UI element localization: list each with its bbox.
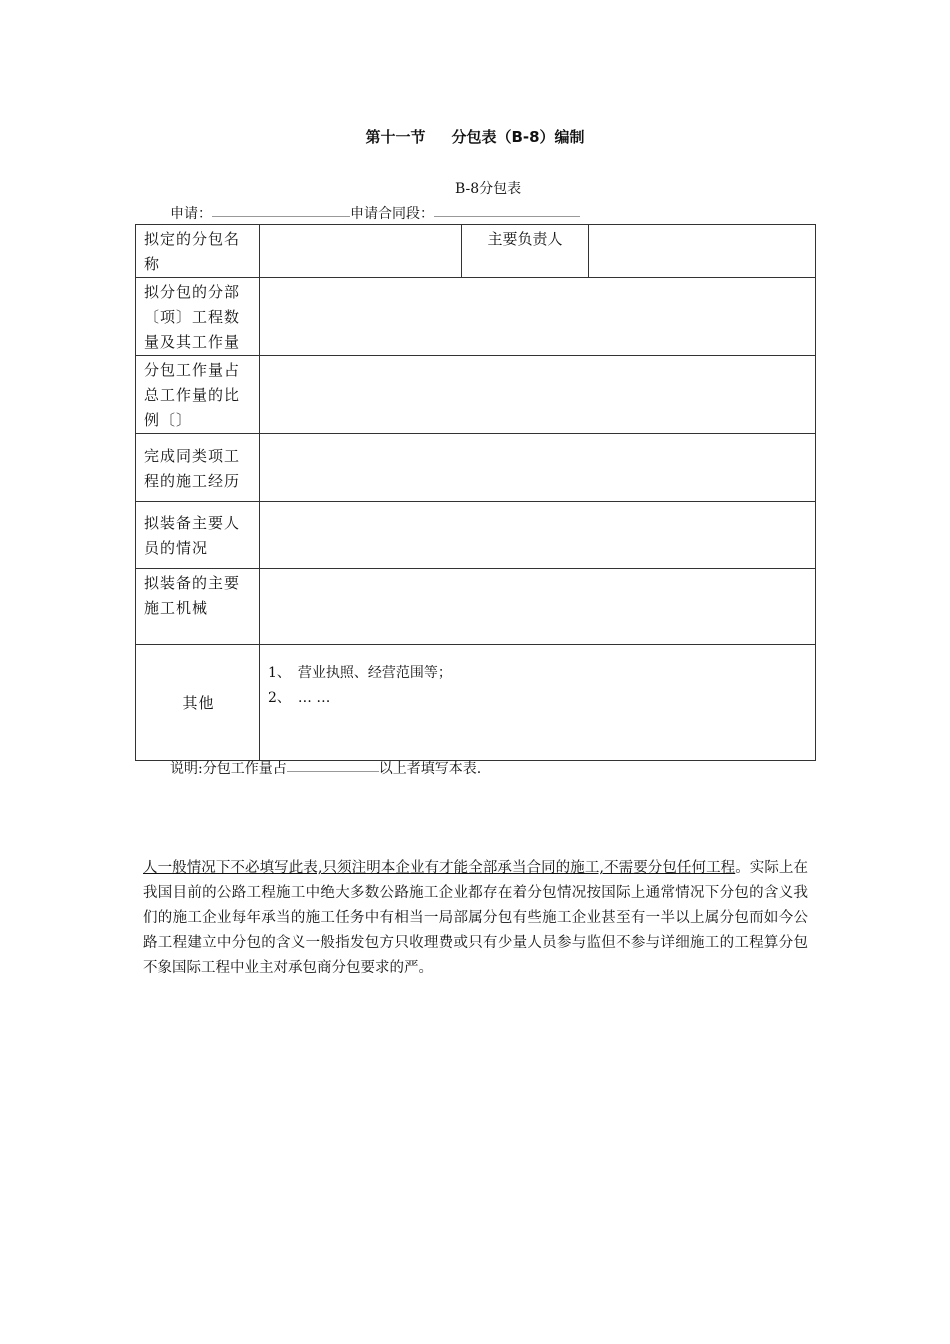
table-row [136, 356, 816, 434]
contract-section-label: 申请合同段： [350, 206, 434, 222]
proposed-name-cell[interactable] [260, 225, 462, 278]
note-prefix: 说明:分包工作量占 [170, 761, 287, 777]
table-row [136, 645, 816, 761]
quantity-label: 拟分包的分部〔项〕工程数量及其工作量 [136, 278, 260, 356]
body-paragraph [143, 856, 808, 981]
paragraph-rest: 。实际上在我国目前的公路工程施工中绝大多数公路施工企业都存在着分包情况按国际上通常情况下分包的含义我们的施工企业每年承当的施工任务中有相当一局部属分包有些施工企业甚至有一半以上属分包而如今公路工程建立中分包的含义一般指发包方只收理费或只有少量人员参与监但不参与详细施工的工程算分包不象国际工程中业主对承包商分包要求的严。 [143, 860, 809, 976]
section-title [0, 126, 950, 147]
section-name: 分包表（B-8）编制 [451, 128, 585, 146]
form-title: B-8分包表 [455, 181, 522, 197]
machinery-cell[interactable] [260, 569, 816, 645]
subcontract-form-table [135, 224, 816, 761]
personnel-cell[interactable] [260, 502, 816, 569]
experience-cell[interactable] [260, 434, 816, 502]
proposed-name-label: 拟定的分包名称 [136, 225, 260, 278]
table-row [136, 225, 816, 278]
apply-line [170, 203, 580, 223]
others-item-2: 2、 … … [268, 690, 331, 706]
note-blank[interactable] [287, 771, 379, 772]
note-suffix: 以上者填写本表. [378, 761, 482, 777]
paragraph-underlined: 人一般情况下不必填写此表,只须注明本企业有才能全部承当合同的施工,不需要分包任何工程 [143, 860, 736, 876]
table-row [136, 569, 816, 645]
others-label: 其他 [136, 645, 260, 761]
main-person-cell[interactable] [589, 225, 816, 278]
applicant-label: 申请： [170, 206, 212, 222]
section-number: 第十一节 [365, 128, 426, 146]
others-cell[interactable] [260, 645, 816, 761]
contract-section-blank[interactable] [434, 216, 580, 217]
table-row [136, 434, 816, 502]
personnel-label: 拟装备主要人员的情况 [136, 502, 260, 569]
main-person-label: 主要负责人 [462, 225, 589, 278]
applicant-blank[interactable] [212, 216, 350, 217]
table-row [136, 278, 816, 356]
experience-label: 完成同类项工程的施工经历 [136, 434, 260, 502]
table-row [136, 502, 816, 569]
machinery-label: 拟装备的主要施工机械 [136, 569, 260, 645]
form-note [170, 758, 481, 778]
ratio-label: 分包工作量占总工作量的比例〔〕 [136, 356, 260, 434]
others-item-1: 1、 营业执照、经营范围等； [268, 665, 452, 681]
quantity-cell[interactable] [260, 278, 816, 356]
ratio-cell[interactable] [260, 356, 816, 434]
